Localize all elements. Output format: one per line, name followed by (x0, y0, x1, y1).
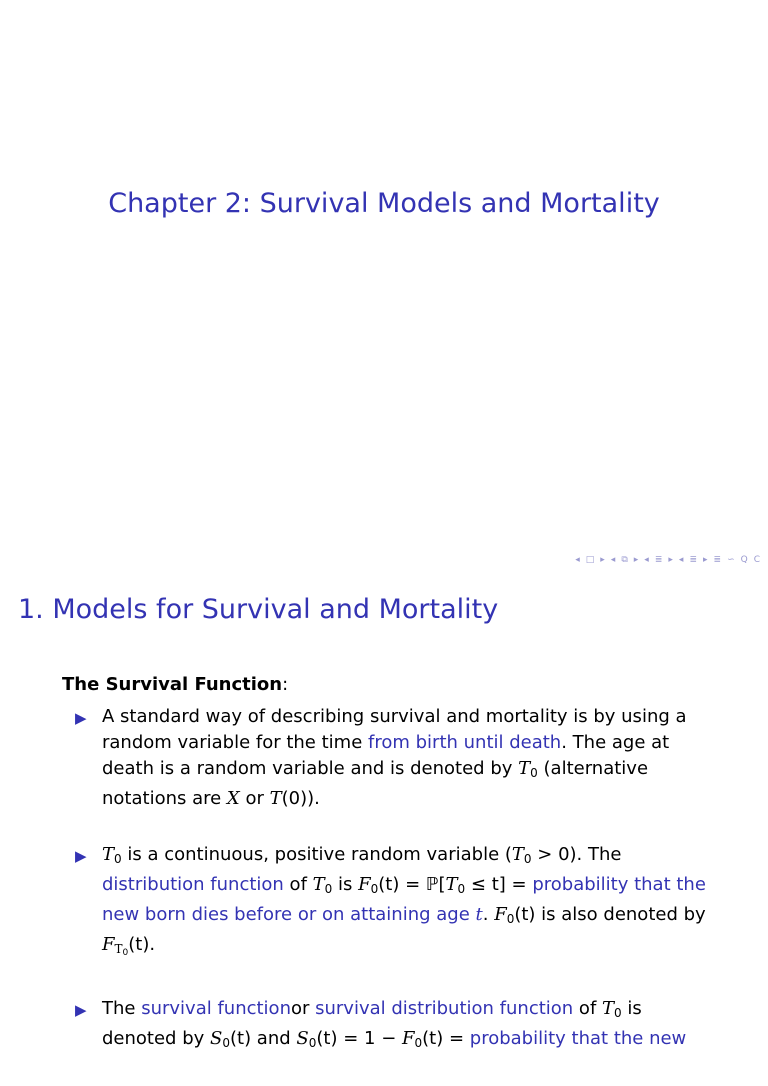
math-sub: 0 (457, 882, 466, 896)
nav-prev-subsection-icon[interactable]: ◂ (610, 555, 616, 565)
triangle-bullet-icon: ▶ (75, 847, 87, 865)
math-subsub: 0 (122, 948, 129, 958)
text: . (482, 904, 495, 925)
text: (0)). (281, 788, 320, 809)
text: is denoted by (102, 998, 642, 1049)
nav-forward-icon[interactable]: C (753, 555, 760, 565)
math-var: F (358, 874, 371, 895)
math-sub: 0 (370, 882, 379, 896)
nav-next-doc-icon[interactable]: ▸ (702, 555, 708, 565)
text: or (290, 998, 316, 1019)
math-var: T (518, 758, 531, 779)
math-var: F (102, 934, 115, 955)
section-heading (62, 674, 288, 695)
text: (t) is also denoted by (514, 904, 706, 925)
nav-next-icon[interactable]: ▸ (600, 555, 605, 565)
math-sub: T (114, 942, 123, 956)
math-var: T (602, 998, 615, 1019)
text: of (573, 998, 602, 1019)
highlight-text: probability that the new (469, 1028, 687, 1049)
beamer-navigation-bar (575, 555, 760, 565)
math-var: X (226, 788, 240, 809)
math-sub: 0 (530, 766, 538, 780)
nav-back-icon[interactable]: ∽ (727, 555, 735, 565)
nav-next-section-icon[interactable]: ▸ (668, 555, 673, 565)
text: > 0). The (531, 844, 622, 865)
math-var: S (296, 1028, 309, 1049)
nav-toc-icon[interactable]: ≣ (713, 555, 722, 565)
math-var: T (102, 844, 115, 865)
text: A standard way of describing survival and mortality is by using a random variable for the time (102, 706, 687, 753)
text: (t) = (422, 1028, 470, 1049)
text: (t) = ℙ[ (378, 874, 446, 895)
bullet-list (75, 704, 715, 1086)
math-sub: 0 (414, 1036, 423, 1050)
nav-prev-section-icon[interactable]: ◂ (644, 555, 649, 565)
section-label: The Survival Function (62, 674, 283, 695)
nav-section-icon[interactable]: ≣ (654, 555, 663, 565)
math-var: F (402, 1028, 415, 1049)
list-item (75, 704, 715, 812)
highlight-text: survival distribution function (315, 998, 574, 1019)
nav-next-subsection-icon[interactable]: ▸ (633, 555, 639, 565)
frame-title: 1. Models for Survival and Mortality (18, 594, 499, 625)
math-var: F (494, 904, 507, 925)
math-sub: 0 (324, 882, 333, 896)
slide-models (0, 576, 768, 1050)
nav-prev-doc-icon[interactable]: ◂ (678, 555, 684, 565)
section-colon: : (282, 674, 289, 695)
text: ≤ t] = (465, 874, 533, 895)
math-sub: 0 (614, 1006, 622, 1020)
highlight-text: probability that the new born dies before or on attaining age (102, 874, 706, 925)
math-sub: 0 (523, 852, 532, 866)
highlight-math: t (475, 904, 483, 925)
highlight-text: survival function (141, 998, 291, 1019)
highlight-text: distribution function (102, 874, 284, 895)
nav-subsection-icon[interactable]: ⧉ (621, 555, 628, 565)
math-sub: 0 (222, 1036, 230, 1050)
text: is (332, 874, 359, 895)
math-var: S (210, 1028, 223, 1049)
text: is a continuous, positive random variable ( (121, 844, 512, 865)
text: . The age at death is a random variable and is denoted by (102, 732, 670, 779)
nav-prev-icon[interactable]: ◂ (575, 555, 580, 565)
text: The (102, 998, 142, 1019)
math-var: T (511, 844, 524, 865)
math-var: T (269, 788, 282, 809)
nav-frame-icon[interactable]: □ (585, 555, 595, 565)
math-sub: 0 (506, 912, 515, 926)
text: (t). (128, 934, 156, 955)
math-var: T (445, 874, 458, 895)
triangle-bullet-icon: ▶ (75, 709, 87, 727)
nav-search-icon[interactable]: Q (740, 555, 748, 565)
text: or (239, 788, 270, 809)
highlight-text: from birth until death (368, 732, 562, 753)
math-sub: 0 (114, 852, 122, 866)
triangle-bullet-icon: ▶ (75, 1001, 87, 1019)
text: (t) = 1 − (316, 1028, 402, 1049)
chapter-title: Chapter 2: Survival Models and Mortality (108, 188, 660, 219)
nav-doc-icon[interactable]: ≣ (689, 555, 697, 565)
text: (t) and (229, 1028, 297, 1049)
math-var: T (312, 874, 325, 895)
list-item (75, 996, 715, 1056)
text: (alternative notations are (102, 758, 649, 809)
math-sub: 0 (308, 1036, 317, 1050)
text: of (283, 874, 313, 895)
list-item (75, 842, 715, 966)
